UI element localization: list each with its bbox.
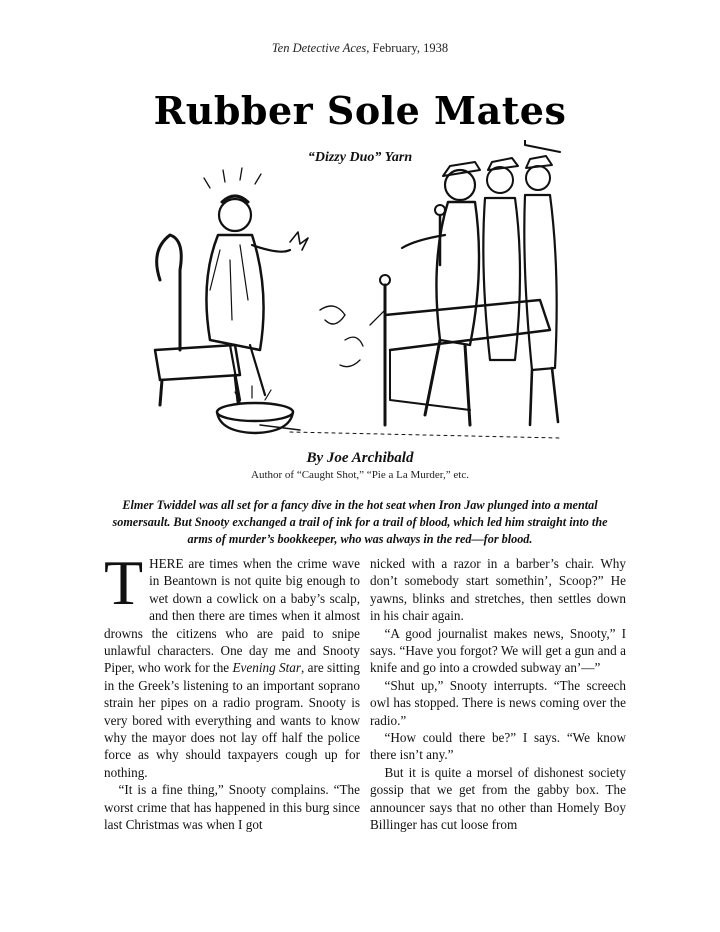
byline: By Joe Archibald — [306, 450, 414, 466]
author-credits: Author of “Caught Shot,” “Pie a La Murder,” etc. — [251, 469, 469, 481]
story-blurb: Elmer Twiddel was all set for a fancy dive in the hot seat when Iron Jaw plunged into a mental somersault. But Snooty exchanged a trail of ink for a trail of blood, which led him straight into the arms of murder’s bookkeeper, who was always in the red—for blood. — [112, 498, 608, 546]
story-paragraph: “A good journalist makes news, Snooty,” I says. “Have you forgot? We will get a gun and a knife and go into a crowded subway an’—” — [370, 625, 626, 676]
story-paragraph: But it is quite a morsel of dishonest society gossip that we get from the gabby box. The announcer says that no other than Homely Boy Billinger has cut loose from — [370, 764, 626, 833]
illustration-drawing — [140, 140, 580, 445]
story-paragraph: “It is a fine thing,” Snooty complains. “The worst crime that has happened in this burg since last Christmas was when I got — [104, 782, 360, 833]
story-paragraph: “How could there be?” I says. “We know there isn’t any.” — [370, 730, 626, 763]
running-head — [0, 41, 720, 56]
story-subtitle: “Dizzy Duo” Yarn — [307, 150, 413, 165]
story-paragraph — [104, 547, 360, 781]
paragraph-text: , are sitting in the Greek’s listening to an important soprano strain her pipes on a radio program. Snooty is very bored with everything and wants to know why the mayor does not lay off half the police force as why should taxpayers cough up for nothing. — [104, 660, 360, 780]
story-illustration — [140, 140, 580, 445]
story-column-right — [370, 555, 626, 834]
paragraph-text: HERE are times when the crime wave in Beantown is not quite big enough to wet down a cowlick on a baby’s scalp, and then there are times when it almost drowns the citizens who are paid to snipe unlawful characters. One day me and Snooty Piper, who work for the — [104, 556, 360, 676]
story-paragraph: “Shut up,” Snooty interrupts. “The screech owl has stopped. There is news coming over the radio.” — [370, 677, 626, 728]
story-column-left — [104, 547, 360, 834]
story-paragraph: nicked with a razor in a barber’s chair. Why don’t somebody start somethin’, Scoop?” He yawns, blinks and stretches, then settles down in his chair again. — [370, 556, 626, 624]
drop-cap: T — [104, 547, 144, 618]
issue-date: , February, 1938 — [366, 41, 449, 55]
magazine-name: Ten Detective Aces — [271, 41, 367, 55]
newspaper-name: Evening Star — [232, 660, 301, 676]
story-title: Rubber Sole Mates — [153, 88, 567, 133]
